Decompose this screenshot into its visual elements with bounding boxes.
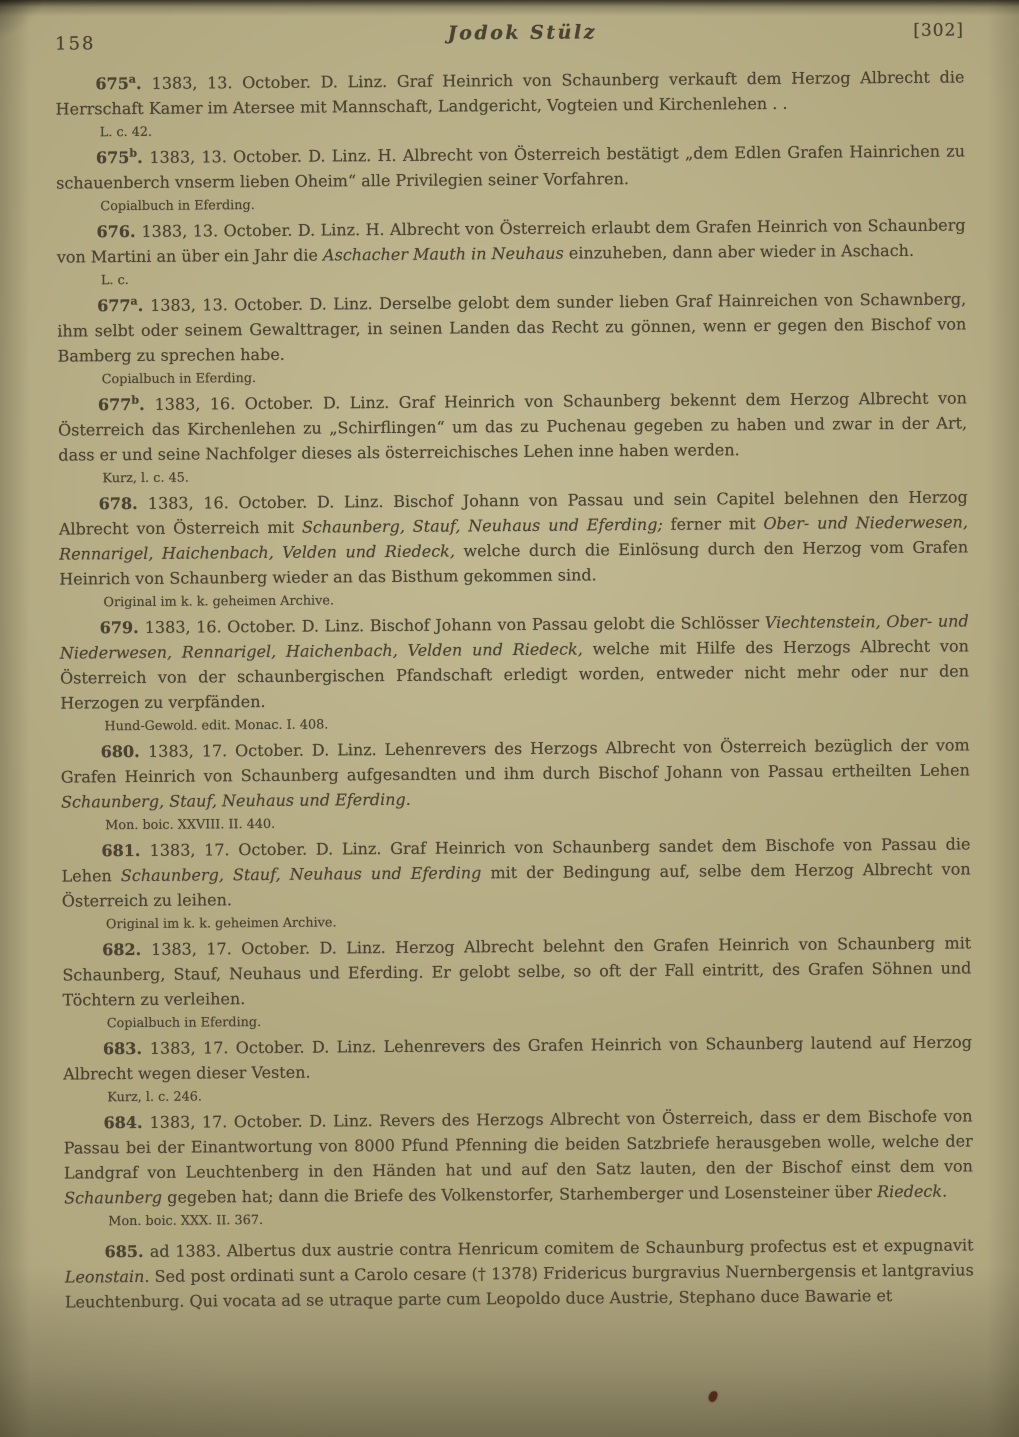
entry-number-suffix: b	[131, 393, 140, 407]
entry-citation: L. c. 42.	[99, 124, 153, 141]
entry-number-period: .	[134, 840, 150, 860]
entry-number: 679	[99, 617, 134, 638]
entry-citation: Mon. boic. XXVIII. II. 440.	[105, 816, 276, 834]
entry-paragraph	[62, 930, 972, 1012]
entry-text: 1383, 17. October. D. Linz. Revers des Herzogs Albrecht von Österreich, dass er dem Bischofe von Passau bei der Einantwortung von 8000 Pfund Pfenning die beiden Satzbriefe herausgeben wolle, welche der Landgraf von Leuchtenberg in den Händen hat und auf den Satz lauten, den der Bischof einst dem von	[63, 1106, 974, 1183]
entry-paragraph	[58, 385, 968, 467]
entry-paragraph	[57, 286, 967, 368]
entry-text: 1383, 13. October. D. Linz. H. Albrecht von Österreich bestätigt „dem Edlen Grafen Hainrichen zu schauenberch vnserm lieben Oheim“ alle Privilegien seiner Vorfahren.	[56, 141, 966, 193]
entry-text-italic: Riedeck	[876, 1181, 943, 1202]
entry-number: 675	[95, 74, 129, 94]
entry-number: 682	[102, 939, 136, 960]
entry-text-italic: Aschacher Mauth in Neuhaus	[322, 243, 564, 265]
entry-text: 1383, 16. October. D. Linz. Bischof Johann von Passau gelobt die Schlösser	[144, 613, 765, 637]
page-number-left: 158	[55, 33, 96, 55]
entry-text: ferner mit	[662, 514, 764, 534]
entry-number-period: .	[137, 1241, 150, 1261]
entry-citation: L. c.	[100, 273, 129, 289]
entry-number-period: .	[133, 617, 145, 637]
entry-citation: Copialbuch in Eferding.	[106, 1015, 262, 1032]
entry-number-period: .	[137, 147, 150, 167]
entry-paragraph	[61, 732, 971, 814]
entry-number: 680	[100, 741, 135, 762]
entry-text: 1383, 17. October. D. Linz. Graf Heinrich von Schaunberg sandet dem Bischofe von Passau die Lehen	[61, 834, 971, 886]
entry-text: 1383, 17. October. D. Linz. Herzog Albrecht belehnt den Grafen Heinrich von Schaunberg mit Schaunberg, Stauf, Neuhaus und Eferding. Er gelobt selbe, so oft der Fall eintritt, des Grafen Söhnen und Töchtern zu verleihen.	[62, 933, 972, 1010]
entry-text: 1383, 16. October. D. Linz. Graf Heinrich von Schaunberg bekennt dem Herzog Albrecht von Österreich das Kirchenlehen zu „Schirflingen“ um das zu Puchenau gegeben zu haben und zwar in der Art, dass er und seine Nachfolger dieses als österreichisches Lehen inne haben werden.	[58, 388, 968, 465]
entry-number: 675	[95, 148, 130, 168]
entry-text: .	[941, 1181, 948, 1201]
entry-number-suffix: a	[130, 294, 138, 308]
entry-number-period: .	[133, 741, 149, 761]
running-title: Jodok Stülz	[447, 21, 598, 45]
entry-number-suffix: b	[129, 146, 138, 160]
entry-text-italic: Schaunberg, Stauf, Neuhaus und Eferding	[120, 863, 482, 886]
entry-paragraph	[63, 1029, 972, 1086]
entry-citation: Kurz, l. c. 45.	[102, 470, 189, 487]
entry-number-suffix: a	[128, 72, 136, 86]
entry-paragraph	[64, 1232, 974, 1314]
entry-text: 1383, 16. October. D. Linz. Bischof Johann von Passau und sein Capitel belehnen den Herzog Albrecht von Österreich mit	[58, 487, 968, 539]
entry-paragraph	[60, 608, 970, 715]
entry-number: 683	[102, 1038, 137, 1059]
entry-text-italic: Schaunberg, Stauf, Neuhaus und Eferding;	[301, 514, 663, 537]
entry-number: 677	[97, 296, 131, 316]
entry-text: mit der Bedingung auf, selbe dem Herzog Albrecht von Österreich zu leihen.	[61, 859, 971, 911]
entry-number: 684	[103, 1112, 138, 1133]
entry-number-period: .	[132, 493, 148, 513]
entry-citation: Original im k. k. geheimen Archive.	[105, 915, 337, 933]
entry-paragraph	[56, 138, 965, 195]
entry-text: . Sed post ordinati sunt a Carolo cesare († 1378) Fridericus burgravius Nuernbergensis et lantgravius Leuchtenburg. Qui vocata ad se utraque parte cum Leopoldo duce Austrie, Stephano duce Bawarie et	[64, 1260, 974, 1312]
ink-speck	[708, 1390, 719, 1403]
entry-number: 678	[98, 493, 133, 514]
entry-citation: Mon. boic. XXX. II. 367.	[108, 1212, 264, 1230]
entry-text: 1383, 17. October. D. Linz. Lehenrevers des Herzogs Albrecht von Österreich bezüglich der vom Grafen Heinrich von Schaunberg aufgesandten und ihm durch Bischof Johann von Passau ertheilten Lehen	[60, 735, 970, 787]
entry-paragraph	[61, 831, 971, 913]
entry-paragraph	[55, 64, 964, 121]
entry-number-period: .	[138, 394, 155, 414]
entry-text: gegeben hat; dann die Briefe des Volkenstorfer, Starhemberger und Losensteiner über	[162, 1182, 878, 1207]
entry-text: 1383, 13. October. D. Linz. H. Albrecht von Österreich erlaubt dem Grafen Heinrich von Schaunberg von Martini an über ein Jahr die	[56, 215, 966, 267]
entry-number-period: .	[129, 221, 142, 242]
entry-number: 677	[97, 395, 132, 415]
entry-text: 1383, 13. October. D. Linz. Graf Heinrich von Schaunberg verkauft dem Herzog Albrecht die Herrschaft Kamer im Atersee mit Mannschaft, Landgericht, Vogteien und Kirchenlehen . .	[55, 67, 965, 119]
entry-number-period: .	[135, 73, 152, 93]
entry-number: 676	[96, 222, 131, 242]
entry-text-italic: Viechtenstein, Ober- und Niederwesen, Rennarigel, Haichenbach, Velden und Riedeck,	[59, 611, 969, 663]
entry-text-italic: Ober- und Niederwesen, Rennarigel, Haichenbach, Velden und Riedeck,	[59, 512, 968, 564]
entry-text: einzuheben, dann aber wieder in Aschach.	[563, 240, 915, 263]
entry-number-period: .	[136, 1038, 150, 1058]
entry-text-italic: Schaunberg	[64, 1187, 163, 1208]
entry-text-italic: Leonstain	[64, 1266, 145, 1287]
entry-text: welche mit Hilfe des Herzogs Albrecht von Österreich von der schaunbergischen Pfandschaft erledigt worden, entweder nicht mehr oder nur den Herzogen zu verpfänden.	[60, 636, 970, 713]
page-header	[55, 18, 965, 55]
entry-citation: Copialbuch in Eferding.	[100, 198, 255, 215]
entry-citation: Hund-Gewold. edit. Monac. I. 408.	[104, 717, 329, 735]
entry-citation: Original im k. k. geheimen Archive.	[103, 593, 335, 611]
entry-text: welche durch die Einlösung durch den Herzog vom Grafen Heinrich von Schaunberg wieder an das Bisthum gekommen sind.	[59, 537, 969, 589]
entry-number: 685	[104, 1241, 139, 1262]
entry-text: 1383, 13. October. D. Linz. Derselbe gelobt dem sunder lieben Graf Hainreichen von Schawnberg, ihm selbt oder seinem Gewalttrager, in seinen Landen das Recht zu gönnen, wenn er gegen den Bischof von Bamberg zu sprechen habe.	[57, 289, 967, 366]
entry-paragraph	[63, 1103, 973, 1210]
page-scan	[55, 18, 974, 1314]
entry-citation: Copialbuch in Eferding.	[101, 371, 257, 388]
entry-number-period: .	[135, 939, 152, 959]
entries-container	[55, 64, 974, 1314]
entry-text: 1383, 17. October. D. Linz. Lehenrevers des Grafen Heinrich von Schaunberg lautend auf Herzog Albrecht wegen dieser Vesten.	[63, 1032, 973, 1084]
entry-number: 681	[101, 840, 135, 861]
entry-text: ad 1383. Albertus dux austrie contra Henricum comitem de Schaunburg profectus est et expugnavit	[149, 1235, 974, 1261]
entry-paragraph	[59, 484, 969, 591]
entry-citation: Kurz, l. c. 246.	[107, 1089, 202, 1106]
page-number-right: [302]	[913, 20, 965, 41]
entry-number-period: .	[137, 295, 151, 315]
entry-paragraph	[56, 212, 965, 269]
entry-text-italic: Schaunberg, Stauf, Neuhaus und Eferding.	[60, 789, 411, 812]
entry-number-period: .	[136, 1112, 150, 1132]
